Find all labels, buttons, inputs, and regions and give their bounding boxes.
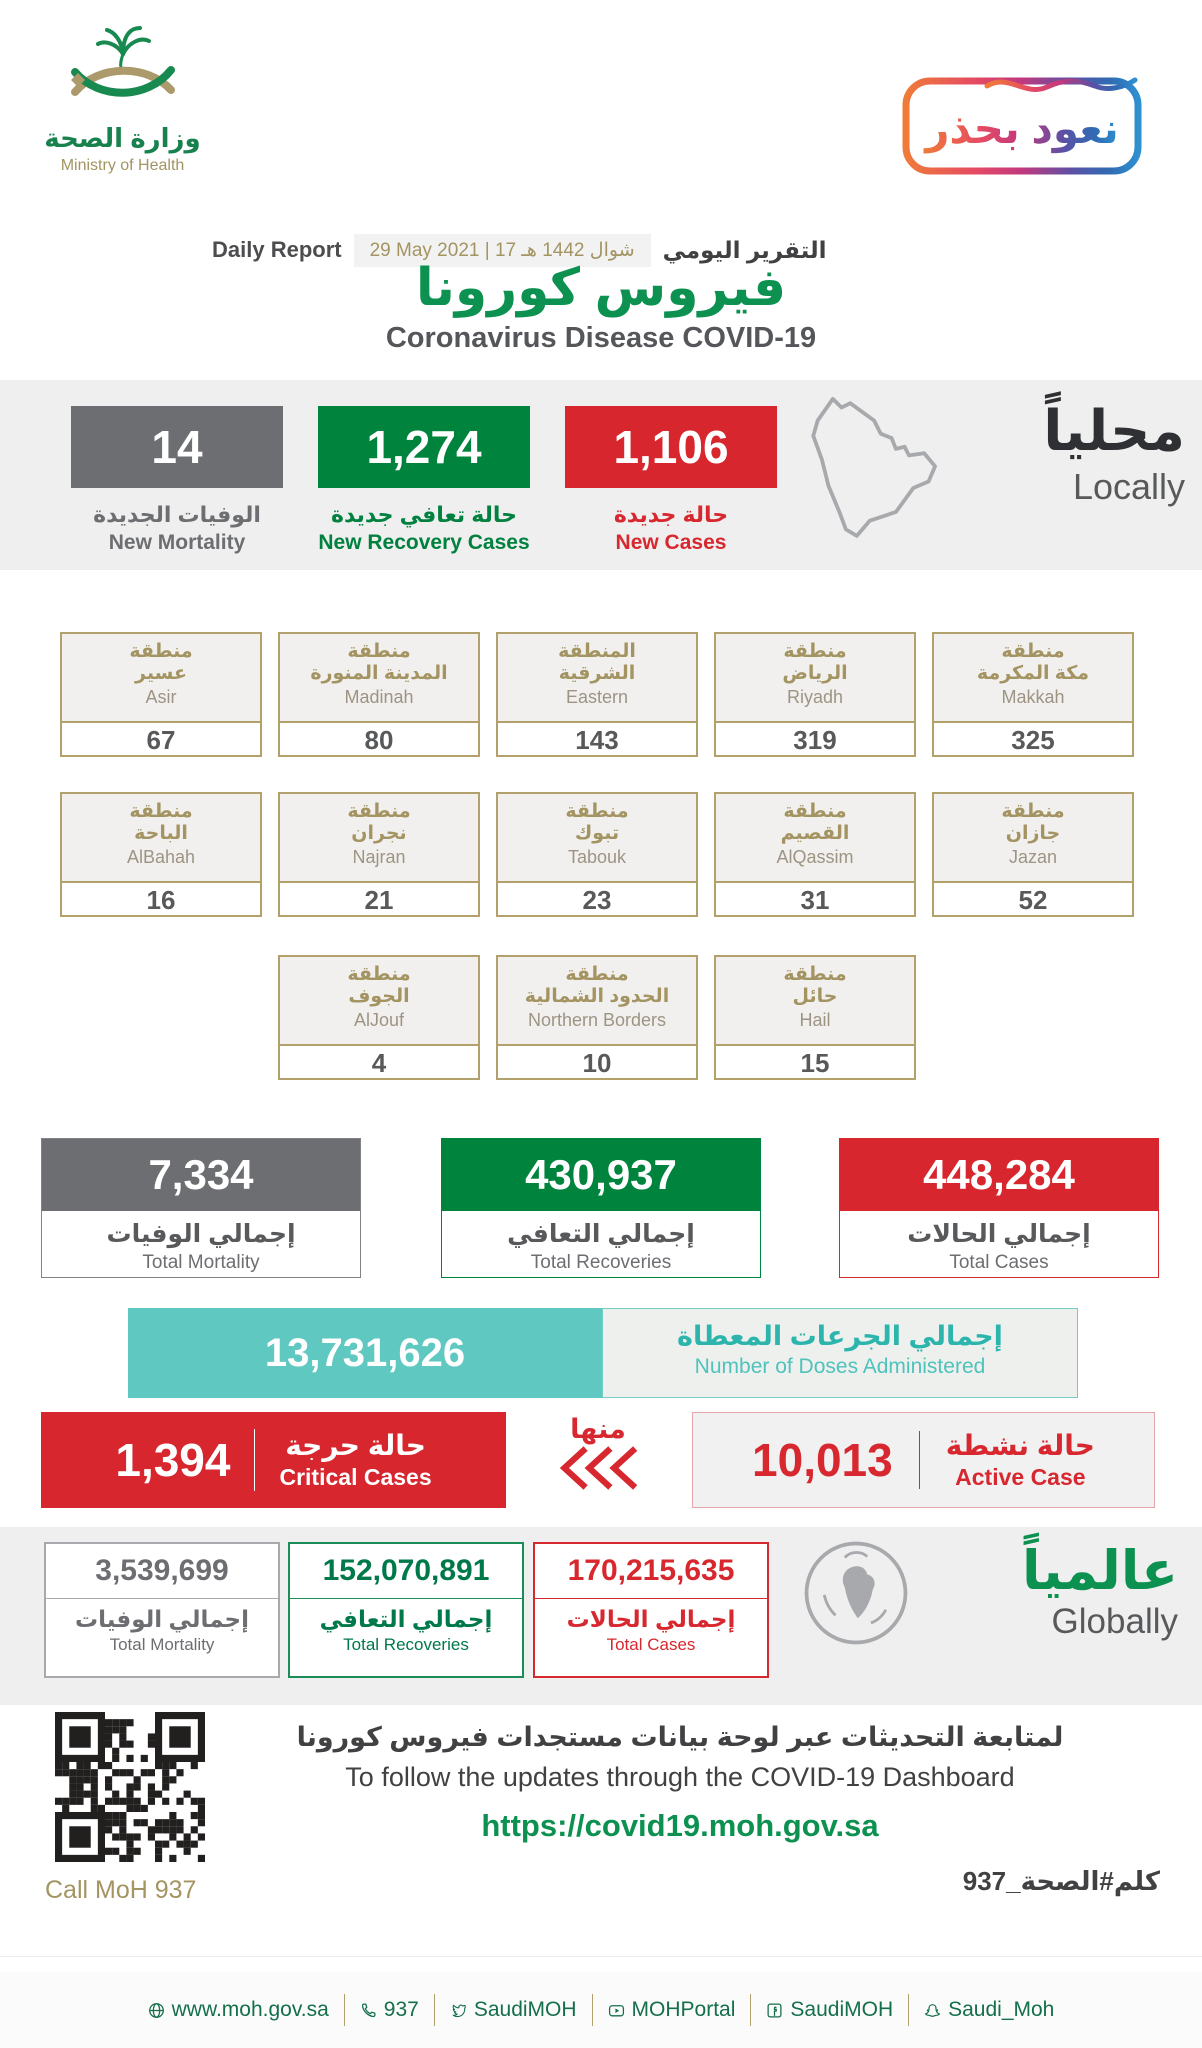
region-name-en: Riyadh [786, 687, 844, 707]
new-mortality-stat [71, 406, 283, 555]
region-name-ar: حائل [792, 986, 838, 1007]
region-name-en: Jazan [1008, 847, 1058, 867]
region-name-en: Northern Borders [527, 1010, 667, 1030]
region-name-ar: نجران [351, 823, 407, 844]
region-name-ar: جازان [1005, 823, 1061, 844]
footer-separator [750, 1994, 751, 2026]
new-recoveries-label-ar: حالة تعافي جديدة [330, 502, 518, 527]
region-name-ar: الرياض [782, 663, 848, 684]
region-value: 52 [1018, 884, 1048, 915]
region-card-riyadh [714, 632, 916, 757]
globe-icon [148, 2002, 165, 2019]
total-mortality-value: 7,334 [42, 1139, 360, 1211]
region-card-asir [60, 632, 262, 757]
critical-cases-label-ar: حالة حرجة [285, 1430, 426, 1461]
critical-cases-label-en: Critical Cases [279, 1464, 432, 1490]
region-value: 23 [582, 884, 612, 915]
return-with-caution-badge [901, 72, 1143, 178]
footer-youtube-link[interactable]: MOHPortal [608, 1998, 736, 2022]
globally-section [0, 1527, 1202, 1705]
global-cases-value: 170,215,635 [567, 1554, 735, 1587]
region-value: 16 [146, 884, 176, 915]
global-cases-label-en: Total Cases [606, 1635, 696, 1654]
total-recoveries-label-ar: إجمالي التعافي [507, 1220, 695, 1248]
region-card-alqassim [714, 792, 916, 917]
active-cases-label-ar: حالة نشطة [945, 1430, 1095, 1461]
report-date: 29 May 2021 | 17 شوال 1442 هـ [354, 234, 651, 267]
region-card-jazan [932, 792, 1134, 917]
footer-separator [908, 1994, 909, 2026]
region-name-en: Asir [145, 687, 177, 707]
global-mortality-label-ar: إجمالي الوفيات [75, 1606, 249, 1632]
moh-logo-icon [62, 20, 184, 116]
region-name-ar: منطقة [783, 964, 847, 985]
global-cases-box [533, 1542, 769, 1678]
ministry-name-ar: وزارة الصحة [44, 123, 201, 153]
globally-heading-ar: عالمياً [1022, 1541, 1178, 1601]
new-cases-label-en: New Cases [615, 531, 727, 554]
divider [919, 1431, 920, 1489]
badge-graphic [901, 72, 1143, 178]
region-card-aljouf [278, 955, 480, 1080]
locally-section [0, 380, 1202, 570]
twitter-icon [450, 2002, 467, 2019]
region-name-en: Najran [352, 847, 406, 867]
phone-icon [360, 2002, 377, 2019]
qr-code [55, 1712, 205, 1862]
region-value: 319 [793, 724, 837, 755]
footer-separator [344, 1994, 345, 2026]
global-mortality-label-en: Total Mortality [109, 1635, 215, 1654]
footer-twitter-link[interactable]: SaudiMOH [450, 1998, 577, 2022]
youtube-icon [608, 2002, 625, 2019]
region-name-ar: منطقة [129, 801, 193, 822]
left-chevrons-icon [555, 1445, 641, 1491]
new-recoveries-stat [318, 406, 530, 555]
total-recoveries-value: 430,937 [442, 1139, 760, 1211]
region-name-ar: المدينة المنورة [310, 663, 448, 684]
region-card-eastern [496, 632, 698, 757]
global-mortality-value: 3,539,699 [95, 1554, 229, 1587]
locally-heading-ar: محلياً [1043, 399, 1185, 462]
region-name-en: AlBahah [126, 847, 196, 867]
region-name-ar: الباحة [134, 823, 188, 844]
total-cases-label-ar: إجمالي الحالات [907, 1220, 1091, 1248]
region-name-en: Eastern [565, 687, 629, 707]
new-mortality-value: 14 [71, 406, 283, 488]
locally-heading-en: Locally [1072, 466, 1185, 507]
moh-logo-block [40, 20, 205, 175]
global-recoveries-label-en: Total Recoveries [343, 1635, 469, 1654]
region-name-ar: منطقة [1001, 801, 1065, 822]
region-name-ar: منطقة [129, 641, 193, 662]
new-cases-label-ar: حالة جديدة [613, 502, 729, 527]
globally-heading [930, 1539, 1178, 1642]
region-name-ar: مكة المكرمة [976, 663, 1090, 684]
global-mortality-box [44, 1542, 280, 1678]
region-value: 15 [800, 1047, 830, 1078]
region-card-northern-borders [496, 955, 698, 1080]
region-value: 10 [582, 1047, 612, 1078]
globally-heading-en: Globally [1051, 1602, 1178, 1641]
global-recoveries-value: 152,070,891 [322, 1554, 490, 1587]
footer-divider [0, 1956, 1202, 1957]
region-name-ar: منطقة [783, 801, 847, 822]
region-value: 80 [364, 724, 394, 755]
region-name-en: Tabouk [567, 847, 627, 867]
region-card-hail [714, 955, 916, 1080]
region-card-makkah [932, 632, 1134, 757]
globe-icon [800, 1537, 912, 1649]
daily-report-label-ar: التقرير اليومي [662, 236, 827, 263]
footer-separator [434, 1994, 435, 2026]
ministry-name-en: Ministry of Health [60, 157, 185, 174]
global-recoveries-box [288, 1542, 524, 1678]
hashtag-label: كلم#الصحة_937 [962, 1866, 1160, 1896]
new-cases-value: 1,106 [565, 406, 777, 488]
total-mortality-label-en: Total Mortality [142, 1252, 260, 1273]
footer-separator [592, 1994, 593, 2026]
doses-label-box [602, 1308, 1078, 1398]
region-name-ar: منطقة [783, 641, 847, 662]
region-name-ar: منطقة [1001, 641, 1065, 662]
region-value: 21 [364, 884, 394, 915]
region-name-en: Makkah [1001, 687, 1065, 707]
region-name-ar: منطقة [565, 801, 629, 822]
badge-text: نعود بحذر [925, 105, 1119, 152]
region-value: 4 [371, 1047, 387, 1078]
daily-report-label: Daily Report [212, 237, 342, 262]
active-cases-box [692, 1412, 1155, 1508]
active-cases-value: 10,013 [752, 1434, 893, 1486]
region-name-ar: منطقة [347, 964, 411, 985]
region-card-tabouk [496, 792, 698, 917]
new-cases-stat [565, 406, 777, 555]
saudi-arabia-map-icon [788, 388, 956, 562]
critical-cases-box [41, 1412, 506, 1508]
region-name-ar: تبوك [574, 823, 620, 844]
dashboard-note-en: To follow the updates through the COVID-19 Dashboard [345, 1762, 1015, 1792]
doses-value: 13,731,626 [128, 1308, 602, 1398]
footer-facebook-link[interactable]: SaudiMOH [766, 1998, 893, 2022]
footer-website-link[interactable]: www.moh.gov.sa [148, 1998, 329, 2022]
region-name-ar: الشرقية [558, 663, 636, 684]
total-mortality-box [41, 1138, 361, 1278]
total-recoveries-label-en: Total Recoveries [530, 1252, 672, 1273]
region-value: 31 [800, 884, 830, 915]
region-name-ar: الجوف [348, 986, 410, 1007]
footer-contact-bar [0, 1972, 1202, 2048]
doses-label-en: Number of Doses Administered [694, 1355, 986, 1378]
region-name-en: AlQassim [776, 847, 854, 867]
total-cases-label-en: Total Cases [949, 1252, 1049, 1273]
region-name-en: Madinah [344, 687, 414, 707]
page-title-en: Coronavirus Disease COVID-19 [385, 322, 817, 354]
of-which-label: منها [548, 1414, 648, 1496]
total-recoveries-box [441, 1138, 761, 1278]
facebook-icon [766, 2002, 783, 2019]
region-name-en: Hail [799, 1010, 831, 1030]
new-mortality-label-ar: الوفيات الجديدة [93, 502, 261, 527]
region-value: 67 [146, 724, 176, 755]
snapchat-icon [924, 2002, 941, 2019]
doses-label-ar: إجمالي الجرعات المعطاة [677, 1321, 1003, 1351]
region-name-en: AlJouf [353, 1010, 405, 1030]
footer-phone-link[interactable]: 937 [360, 1998, 419, 2022]
active-cases-label-en: Active Case [955, 1464, 1086, 1490]
region-name-ar: عسير [135, 663, 187, 684]
new-recoveries-label-en: New Recovery Cases [318, 531, 530, 554]
region-value: 143 [575, 724, 619, 755]
region-card-albahah [60, 792, 262, 917]
dashboard-url-link[interactable]: https://covid19.moh.gov.sa [481, 1808, 879, 1843]
global-recoveries-label-ar: إجمالي التعافي [319, 1606, 493, 1632]
total-cases-value: 448,284 [840, 1139, 1158, 1211]
critical-cases-value: 1,394 [115, 1434, 231, 1486]
region-name-ar: القصيم [780, 823, 850, 844]
call-moh-label: Call MoH 937 [45, 1876, 197, 1904]
region-name-ar: منطقة [565, 964, 629, 985]
global-cases-label-ar: إجمالي الحالات [566, 1606, 736, 1632]
footer-snapchat-link[interactable]: Saudi_Moh [924, 1998, 1054, 2022]
region-name-ar: منطقة [347, 641, 411, 662]
region-card-madinah [278, 632, 480, 757]
region-card-najran [278, 792, 480, 917]
region-name-ar: المنطقة [558, 641, 636, 662]
dashboard-note-ar: لمتابعة التحديثات عبر لوحة بيانات مستجدات فيروس كورونا [296, 1722, 1064, 1752]
total-mortality-label-ar: إجمالي الوفيات [106, 1220, 296, 1248]
locally-heading [945, 398, 1185, 508]
region-value: 325 [1011, 724, 1055, 755]
divider [254, 1429, 255, 1491]
new-recoveries-value: 1,274 [318, 406, 530, 488]
region-name-ar: الحدود الشمالية [524, 986, 670, 1007]
region-name-ar: منطقة [347, 801, 411, 822]
total-cases-box [839, 1138, 1159, 1278]
page-title-ar: فيروس كورونا [415, 259, 787, 317]
new-mortality-label-en: New Mortality [108, 531, 246, 554]
